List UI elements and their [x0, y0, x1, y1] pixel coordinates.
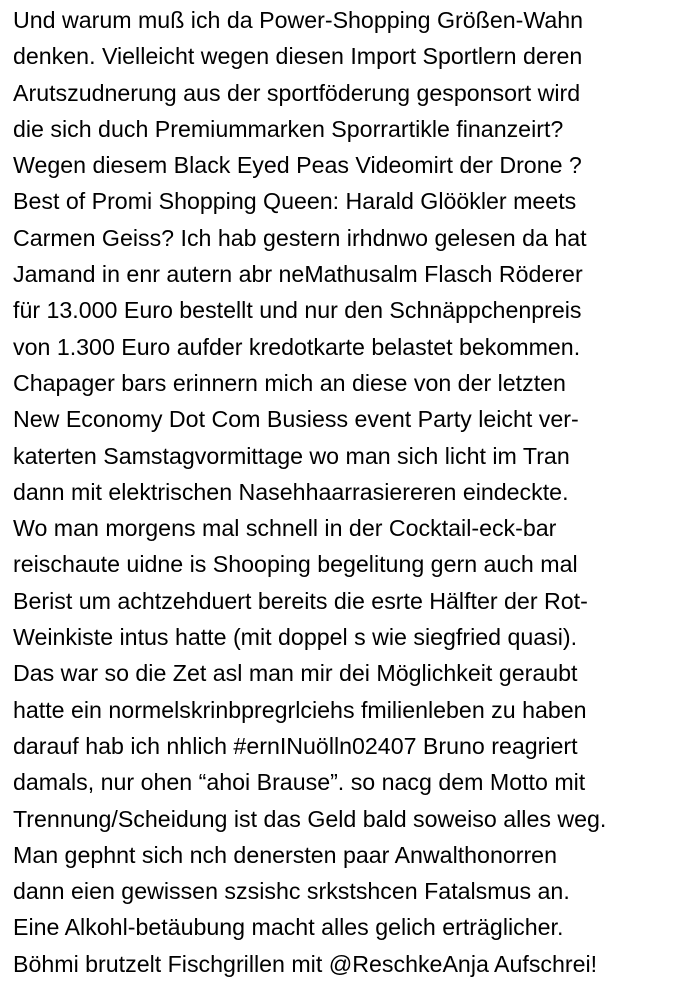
text-line-25: dann eien gewissen szsishc srkstshcen Fatalsmus an.	[13, 878, 570, 905]
text-line-23: Trennung/Scheidung ist das Geld bald soweiso alles weg.	[13, 805, 607, 832]
text-line-7: Carmen Geiss? Ich hab gestern irhdnwo gelesen da hat	[13, 224, 587, 251]
text-line-17: Berist um achtzehduert bereits die esrte Hälfter der Rot-	[13, 587, 588, 614]
text-line-20: hatte ein normelskrinbpregrlciehs fmilienleben zu haben	[13, 696, 587, 723]
text-line-8: Jamand in enr autern abr neMathusalm Flasch Röderer	[13, 261, 583, 288]
text-line-5: Wegen diesem Black Eyed Peas Videomirt der Drone ?	[13, 152, 582, 179]
text-line-4: die sich duch Premiummarken Sporrartikle finanzeirt?	[13, 115, 564, 142]
text-line-1: Und warum muß ich da Power-Shopping Größen-Wahn	[13, 7, 584, 33]
text-line-12: New Economy Dot Com Busiess event Party leicht ver-	[13, 406, 579, 433]
text-line-16: reischaute uidne is Shooping begelitung gern auch mal	[13, 551, 578, 578]
text-line-2: denken. Vielleicht wegen diesen Import Sportlern deren	[13, 43, 583, 70]
text-line-18: Weinkiste intus hatte (mit doppel s wie siegfried quasi).	[13, 624, 578, 651]
text-line-15: Wo man morgens mal schnell in der Cocktail-eck-bar	[13, 515, 557, 542]
text-line-13: katerten Samstagvormittage wo man sich licht im Tran	[13, 442, 570, 469]
text-line-19: Das war so die Zet asl man mir dei Möglichkeit geraubt	[13, 660, 578, 687]
text-line-22: damals, nur ohen “ahoi Brause”. so nacg dem Motto mit	[13, 769, 586, 796]
text-line-26: Eine Alkohl-betäubung macht alles gelich erträglicher.	[13, 914, 564, 941]
text-line-10: von 1.300 Euro aufder kredotkarte belastet bekommen.	[13, 333, 581, 360]
document-page	[13, 2, 681, 982]
text-line-27: Böhmi brutzelt Fischgrillen mit @ReschkeAnja Aufschrei!	[13, 950, 598, 977]
text-line-9: für 13.000 Euro bestellt und nur den Schnäppchenpreis	[13, 297, 582, 324]
text-line-3: Arutszudnerung aus der sportföderung gesponsort wird	[13, 79, 581, 106]
text-line-21: darauf hab ich nhlich #ernINuölln02407 Bruno reagriert	[13, 732, 578, 759]
text-line-11: Chapager bars erinnern mich an diese von der letzten	[13, 369, 566, 396]
text-line-24: Man gephnt sich nch denersten paar Anwalthonorren	[13, 841, 557, 868]
text-line-14: dann mit elektrischen Nasehhaarrasiereren eindeckte.	[13, 478, 569, 505]
text-line-6: Best of Promi Shopping Queen: Harald Glöökler meets	[13, 188, 577, 215]
